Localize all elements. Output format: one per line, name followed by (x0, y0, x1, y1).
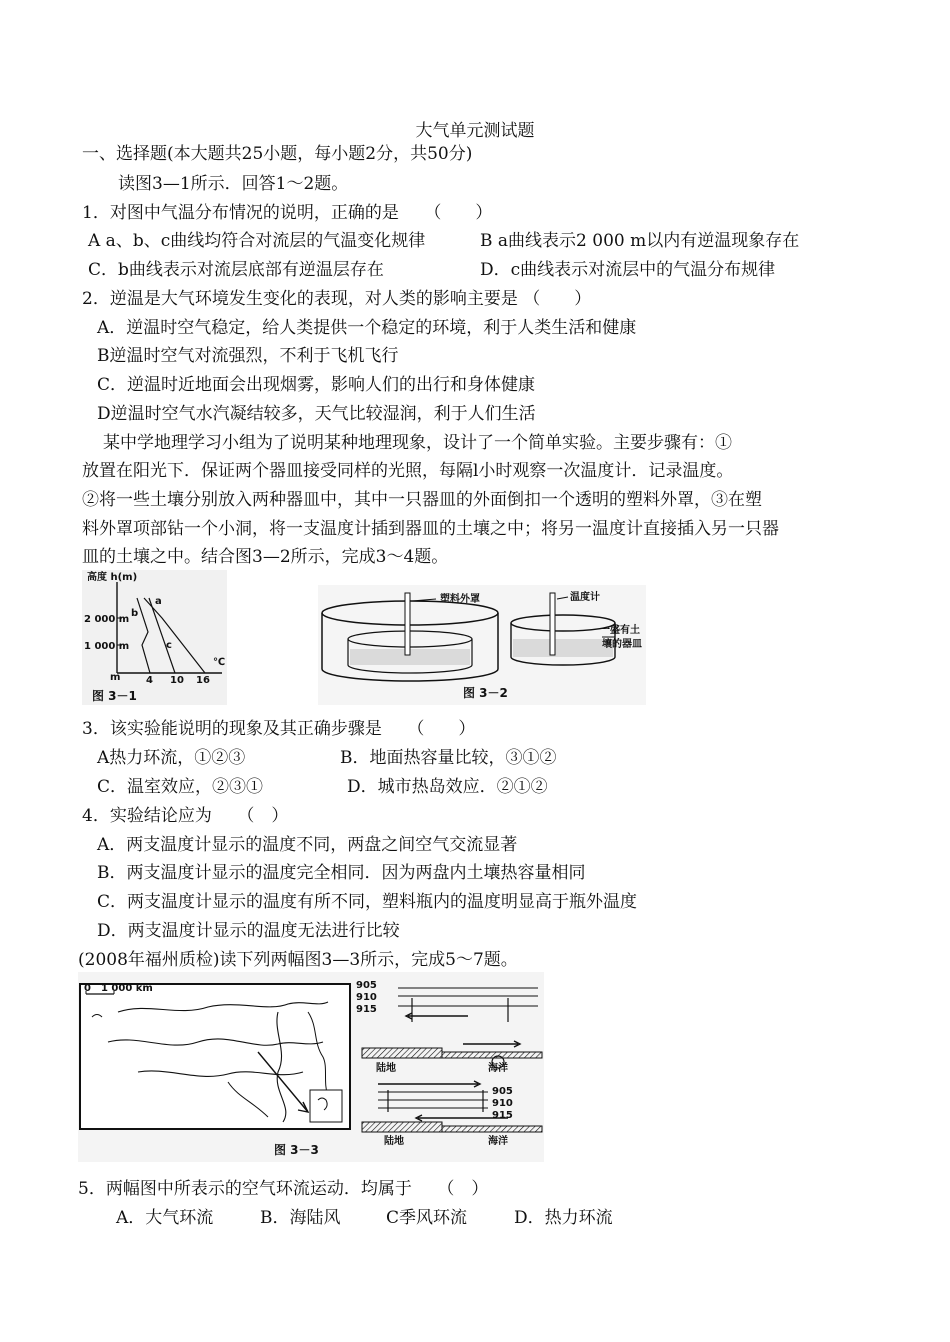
q4-option-b: B．两支温度计显示的温度完全相同．因为两盘内土壤热容量相同 (97, 863, 586, 883)
q1-option-c: C．b曲线表示对流层底部有逆温层存在 (88, 260, 384, 280)
fig33-top-ocean: 海洋 (488, 1063, 508, 1074)
q1-option-a: A a、b、c曲线均符合对流层的气温变化规律 (88, 231, 426, 251)
q3-option-b: B．地面热容量比较，③①② (340, 748, 557, 768)
q5-option-d: D．热力环流 (514, 1208, 613, 1228)
fig33-top-land: 陆地 (376, 1063, 396, 1074)
page-title: 大气单元测试题 (415, 121, 535, 141)
intro-q1-2: 读图3—1所示．回答1～2题。 (118, 174, 349, 194)
fig33-caption: 图 3－3 (274, 1143, 319, 1157)
q3-option-c: C．温室效应，②③① (97, 777, 264, 797)
fig33-bottom-915: 915 (492, 1110, 513, 1121)
q2-option-a: A．逆温时空气稳定，给人类提供一个稳定的环境，利于人类生活和健康 (97, 318, 637, 338)
q4-option-a: A．两支温度计显示的温度不同，两盘之间空气交流显著 (97, 835, 518, 855)
q2-option-d: D逆温时空气水汽凝结较多，天气比较湿润，利于人们生活 (97, 404, 536, 424)
fig31-curve-a: a (155, 596, 162, 607)
fig31-m: m (110, 672, 121, 683)
figure-3-3 (78, 972, 544, 1162)
intro-q5-7: (2008年福州质检)读下列两幅图3—3所示，完成5～7题。 (78, 950, 518, 970)
fig33-bottom-land: 陆地 (384, 1136, 404, 1147)
q5-option-c: C季风环流 (386, 1208, 468, 1228)
passage-line-3: ②将一些土壤分别放入两种器皿中，其中一只器皿的外面倒扣一个透明的塑料外罩，③在塑 (82, 490, 762, 510)
fig31-y2000: 2 000 m (84, 614, 130, 625)
figure-3-2 (318, 585, 646, 705)
q3-option-d: D．城市热岛效应．②①② (347, 777, 548, 797)
q3-stem: 3．该实验能说明的现象及其正确步骤是 （ ） (82, 719, 476, 739)
passage-line-4: 料外罩项部钻一个小洞，将一支温度计插到器皿的土壤之中；将另一温度计直接插入另一只器 (82, 519, 779, 539)
fig31-x16: 16 (196, 675, 210, 686)
q2-option-c: C．逆温时近地面会出现烟雾，影响人们的出行和身体健康 (97, 375, 536, 395)
q4-stem: 4．实验结论应为 （ ） (82, 806, 289, 826)
fig32-dish-label-1: 一盛有土 (600, 625, 640, 636)
fig32-dish-label-2: 壤的器皿 (602, 639, 642, 650)
fig33-top-915: 915 (356, 1004, 377, 1015)
fig31-x10: 10 (170, 675, 184, 686)
q2-stem: 2．逆温是大气环境发生变化的表现，对人类的影响主要是 （ ） (82, 289, 592, 309)
q2-option-b: B逆温时空气对流强烈，不利于飞机飞行 (97, 346, 399, 366)
q1-option-b: B a曲线表示2 000 m以内有逆温现象存在 (480, 231, 800, 251)
fig31-unit: ℃ (213, 657, 226, 668)
fig33-bottom-910: 910 (492, 1098, 513, 1109)
fig32-caption: 图 3－2 (463, 686, 508, 700)
q5-stem: 5．两幅图中所表示的空气环流运动．均属于 （ ） (78, 1179, 489, 1199)
fig33-bottom-ocean: 海洋 (488, 1136, 508, 1147)
q3-option-a: A热力环流，①②③ (97, 748, 246, 768)
fig33-scale: 0 1 000 km (84, 983, 153, 994)
q1-stem: 1．对图中气温分布情况的说明，正确的是 （ ） (82, 203, 493, 223)
figure-3-1 (82, 570, 227, 705)
q5-option-a: A．大气环流 (116, 1208, 214, 1228)
fig33-top-910: 910 (356, 992, 377, 1003)
q4-option-c: C．两支温度计显示的温度有所不同，塑料瓶内的温度明显高于瓶外温度 (97, 892, 638, 912)
fig31-caption: 图 3－1 (92, 689, 137, 703)
fig31-y1000: 1 000 m (84, 641, 130, 652)
passage-line-1: 某中学地理学习小组为了说明某种地理现象，设计了一个简单实验。主要步骤有：① (103, 433, 732, 453)
passage-line-5: 皿的土壤之中。结合图3—2所示，完成3～4题。 (82, 547, 449, 567)
section-heading: 一、选择题(本大题共25小题，每小题2分，共50分) (82, 144, 473, 164)
q5-option-b: B．海陆风 (260, 1208, 341, 1228)
fig31-curve-c: c (166, 640, 172, 651)
passage-line-2: 放置在阳光下．保证两个器皿接受同样的光照，每隔l小时观察一次温度计．记录温度。 (82, 461, 734, 481)
fig33-top-905: 905 (356, 980, 377, 991)
q4-option-d: D．两支温度计显示的温度无法进行比较 (97, 921, 400, 941)
q1-option-d: D．c曲线表示对流层中的气温分布规律 (480, 260, 776, 280)
fig33-bottom-905: 905 (492, 1086, 513, 1097)
fig32-thermo-label: 温度计 (570, 592, 600, 603)
fig31-curve-b: b (131, 608, 139, 619)
fig32-cover-label: 塑料外罩 (440, 594, 480, 605)
fig31-x4: 4 (146, 675, 153, 686)
fig31-ylabel: 高度 h(m) (87, 572, 138, 583)
